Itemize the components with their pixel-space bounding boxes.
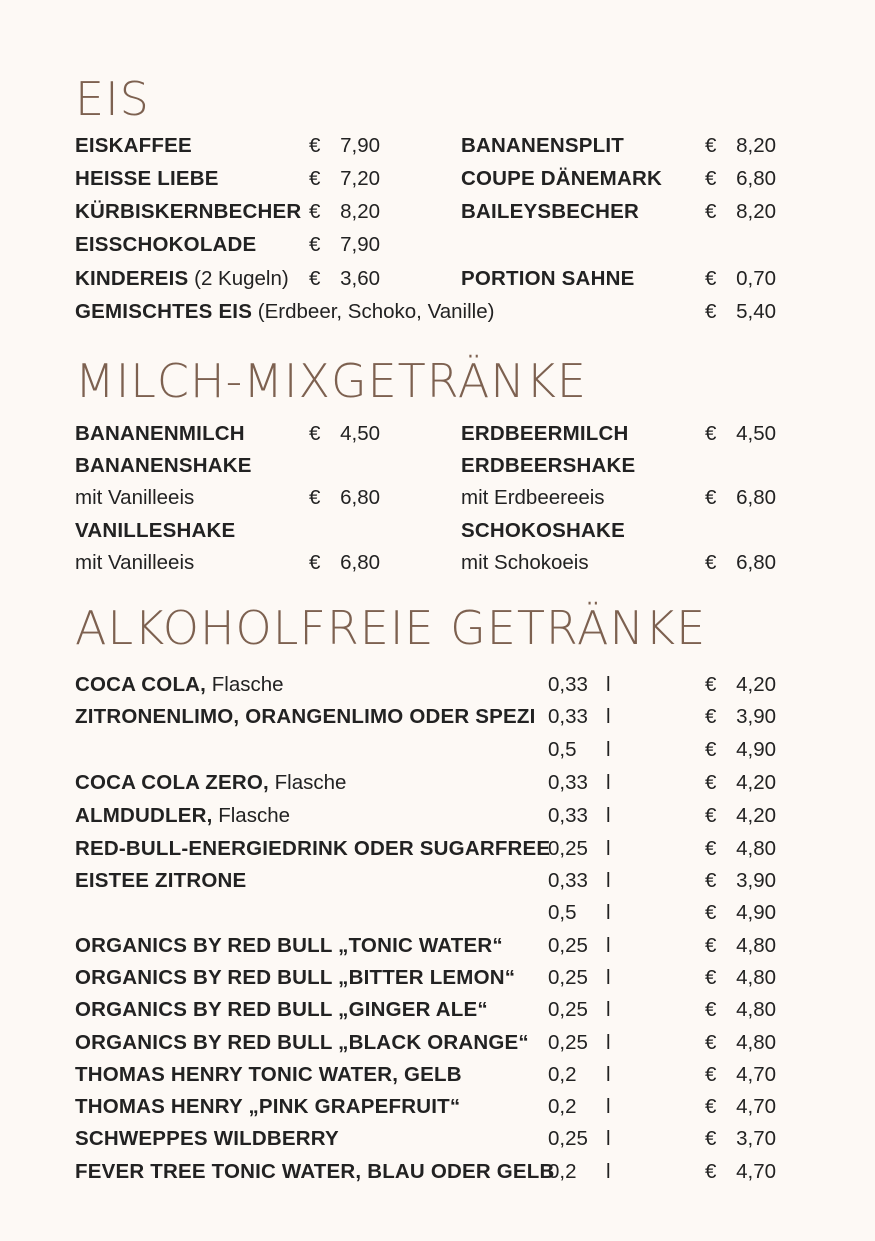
item-volume: 0,25: [548, 966, 588, 989]
volume-unit: l: [606, 673, 611, 696]
currency-symbol: €: [705, 134, 717, 157]
currency-symbol: €: [705, 200, 717, 223]
currency-symbol: €: [705, 1095, 717, 1118]
item-name: BANANENSHAKE: [75, 454, 252, 477]
item-price: 3,60: [340, 267, 380, 290]
currency-symbol: €: [309, 551, 321, 574]
menu-row: [0, 833, 875, 865]
menu-row: [0, 897, 875, 929]
item-price: 6,80: [736, 486, 776, 509]
item-name: BANANENSPLIT: [461, 134, 624, 157]
item-name: EISSCHOKOLADE: [75, 233, 257, 256]
volume-unit: l: [606, 998, 611, 1021]
item-name: ALMDUDLER,: [75, 804, 213, 827]
currency-symbol: €: [705, 300, 717, 323]
currency-symbol: €: [705, 486, 717, 509]
item-price: 3,90: [736, 705, 776, 728]
currency-symbol: €: [705, 673, 717, 696]
menu-row: [0, 800, 875, 832]
item-price: 6,80: [340, 486, 380, 509]
item-name: ERDBEERSHAKE: [461, 454, 636, 477]
item-volume: 0,25: [548, 998, 588, 1021]
volume-unit: l: [606, 1127, 611, 1150]
item-price: 4,80: [736, 934, 776, 957]
item-volume: 0,25: [548, 934, 588, 957]
menu-row: [0, 701, 875, 733]
item-name: ORGANICS BY RED BULL „GINGER ALE“: [75, 998, 488, 1021]
menu-row: [0, 865, 875, 897]
volume-unit: l: [606, 1160, 611, 1183]
item-name: VANILLESHAKE: [75, 519, 236, 542]
item-volume: 0,33: [548, 869, 588, 892]
item-volume: 0,33: [548, 705, 588, 728]
item-volume: 0,33: [548, 673, 588, 696]
item-volume: 0,5: [548, 901, 577, 924]
item-name: KINDEREIS: [75, 267, 189, 290]
menu-row: [0, 482, 875, 514]
item-price: 8,20: [736, 134, 776, 157]
item-volume: 0,2: [548, 1160, 577, 1183]
section-title-eis: EIS: [75, 72, 150, 126]
item-volume: 0,25: [548, 1031, 588, 1054]
item-price: 4,90: [736, 738, 776, 761]
currency-symbol: €: [705, 738, 717, 761]
menu-row: [0, 1156, 875, 1188]
item-note: Flasche: [206, 673, 284, 696]
item-name: ORGANICS BY RED BULL „TONIC WATER“: [75, 934, 503, 957]
menu-row: [0, 767, 875, 799]
item-name: COUPE DÄNEMARK: [461, 167, 662, 190]
menu-row: [0, 515, 875, 547]
volume-unit: l: [606, 837, 611, 860]
item-price: 4,80: [736, 966, 776, 989]
currency-symbol: €: [705, 705, 717, 728]
item-name: RED-BULL-ENERGIEDRINK ODER SUGARFREE: [75, 837, 551, 860]
item-price: 0,70: [736, 267, 776, 290]
item-volume: 0,2: [548, 1063, 577, 1086]
volume-unit: l: [606, 901, 611, 924]
item-note: (2 Kugeln): [188, 267, 289, 290]
item-price: 4,20: [736, 804, 776, 827]
currency-symbol: €: [705, 966, 717, 989]
item-name: COCA COLA ZERO,: [75, 771, 269, 794]
menu-row: [0, 296, 875, 328]
menu-row: [0, 263, 875, 295]
currency-symbol: €: [705, 934, 717, 957]
volume-unit: l: [606, 771, 611, 794]
item-price: 4,70: [736, 1063, 776, 1086]
item-note: (Erdbeer, Schoko, Vanille): [252, 300, 495, 323]
item-price: 6,80: [736, 167, 776, 190]
item-price: 4,70: [736, 1095, 776, 1118]
currency-symbol: €: [309, 486, 321, 509]
currency-symbol: €: [705, 167, 717, 190]
item-volume: 0,2: [548, 1095, 577, 1118]
menu-row: [0, 418, 875, 450]
currency-symbol: €: [309, 233, 321, 256]
item-price: 4,50: [340, 422, 380, 445]
item-volume: 0,5: [548, 738, 577, 761]
item-volume: 0,33: [548, 771, 588, 794]
currency-symbol: €: [705, 551, 717, 574]
menu-row: [0, 1027, 875, 1059]
item-price: 5,40: [736, 300, 776, 323]
item-note: mit Erdbeereeis: [461, 486, 605, 509]
item-price: 7,20: [340, 167, 380, 190]
menu-row: [0, 994, 875, 1026]
item-note: mit Vanilleeis: [75, 486, 195, 509]
item-volume: 0,33: [548, 804, 588, 827]
item-price: 7,90: [340, 134, 380, 157]
currency-symbol: €: [705, 869, 717, 892]
item-name: EISTEE ZITRONE: [75, 869, 247, 892]
currency-symbol: €: [705, 837, 717, 860]
currency-symbol: €: [705, 998, 717, 1021]
item-name: BAILEYSBECHER: [461, 200, 640, 223]
volume-unit: l: [606, 705, 611, 728]
item-price: 4,80: [736, 837, 776, 860]
item-name: BANANENMILCH: [75, 422, 245, 445]
menu-row: [0, 450, 875, 482]
section-title-alkoholfrei: ALKOHOLFREIE GETRÄNKE: [75, 601, 707, 655]
currency-symbol: €: [705, 901, 717, 924]
currency-symbol: €: [705, 804, 717, 827]
currency-symbol: €: [705, 1063, 717, 1086]
menu-row: [0, 229, 875, 261]
volume-unit: l: [606, 1063, 611, 1086]
item-name: PORTION SAHNE: [461, 267, 635, 290]
currency-symbol: €: [705, 1031, 717, 1054]
item-name: ERDBEERMILCH: [461, 422, 629, 445]
item-name: SCHOKOSHAKE: [461, 519, 625, 542]
currency-symbol: €: [309, 200, 321, 223]
item-note: mit Vanilleeis: [75, 551, 195, 574]
item-name: THOMAS HENRY „PINK GRAPEFRUIT“: [75, 1095, 461, 1118]
item-volume: 0,25: [548, 1127, 588, 1150]
item-name: HEISSE LIEBE: [75, 167, 219, 190]
volume-unit: l: [606, 934, 611, 957]
currency-symbol: €: [309, 422, 321, 445]
item-price: 4,80: [736, 1031, 776, 1054]
currency-symbol: €: [705, 1160, 717, 1183]
volume-unit: l: [606, 966, 611, 989]
item-price: 8,20: [340, 200, 380, 223]
currency-symbol: €: [705, 267, 717, 290]
currency-symbol: €: [705, 1127, 717, 1150]
item-name: ORGANICS BY RED BULL „BLACK ORANGE“: [75, 1031, 529, 1054]
item-note: mit Schokoeis: [461, 551, 589, 574]
item-price: 4,20: [736, 673, 776, 696]
currency-symbol: €: [309, 267, 321, 290]
volume-unit: l: [606, 869, 611, 892]
volume-unit: l: [606, 1031, 611, 1054]
item-price: 3,90: [736, 869, 776, 892]
item-price: 4,20: [736, 771, 776, 794]
currency-symbol: €: [309, 167, 321, 190]
menu-row: [0, 547, 875, 579]
menu-row: [0, 669, 875, 701]
item-name: SCHWEPPES WILDBERRY: [75, 1127, 339, 1150]
item-volume: 0,25: [548, 837, 588, 860]
item-name: THOMAS HENRY TONIC WATER, GELB: [75, 1063, 462, 1086]
menu-row: [0, 962, 875, 994]
menu-row: [0, 930, 875, 962]
currency-symbol: €: [309, 134, 321, 157]
item-name: COCA COLA,: [75, 673, 207, 696]
item-price: 4,70: [736, 1160, 776, 1183]
item-price: 3,70: [736, 1127, 776, 1150]
item-name: EISKAFFEE: [75, 134, 192, 157]
volume-unit: l: [606, 804, 611, 827]
item-price: 6,80: [736, 551, 776, 574]
item-name: ORGANICS BY RED BULL „BITTER LEMON“: [75, 966, 516, 989]
item-name: FEVER TREE TONIC WATER, BLAU ODER GELB: [75, 1160, 555, 1183]
item-price: 4,90: [736, 901, 776, 924]
item-name: KÜRBISKERNBECHER: [75, 200, 302, 223]
menu-row: [0, 130, 875, 162]
item-note: Flasche: [268, 771, 347, 794]
menu-row: [0, 1059, 875, 1091]
item-note: Flasche: [212, 804, 290, 827]
item-price: 4,80: [736, 998, 776, 1021]
volume-unit: l: [606, 738, 611, 761]
item-name: ZITRONENLIMO, ORANGENLIMO ODER SPEZI: [75, 705, 536, 728]
item-name: GEMISCHTES EIS: [75, 300, 253, 323]
menu-row: [0, 734, 875, 766]
menu-row: [0, 1091, 875, 1123]
section-title-milch: MILCH-MIXGETRÄNKE: [75, 354, 587, 408]
currency-symbol: €: [705, 422, 717, 445]
menu-row: [0, 196, 875, 228]
currency-symbol: €: [705, 771, 717, 794]
volume-unit: l: [606, 1095, 611, 1118]
item-price: 4,50: [736, 422, 776, 445]
item-price: 6,80: [340, 551, 380, 574]
item-price: 8,20: [736, 200, 776, 223]
menu-row: [0, 1123, 875, 1155]
item-price: 7,90: [340, 233, 380, 256]
menu-row: [0, 163, 875, 195]
